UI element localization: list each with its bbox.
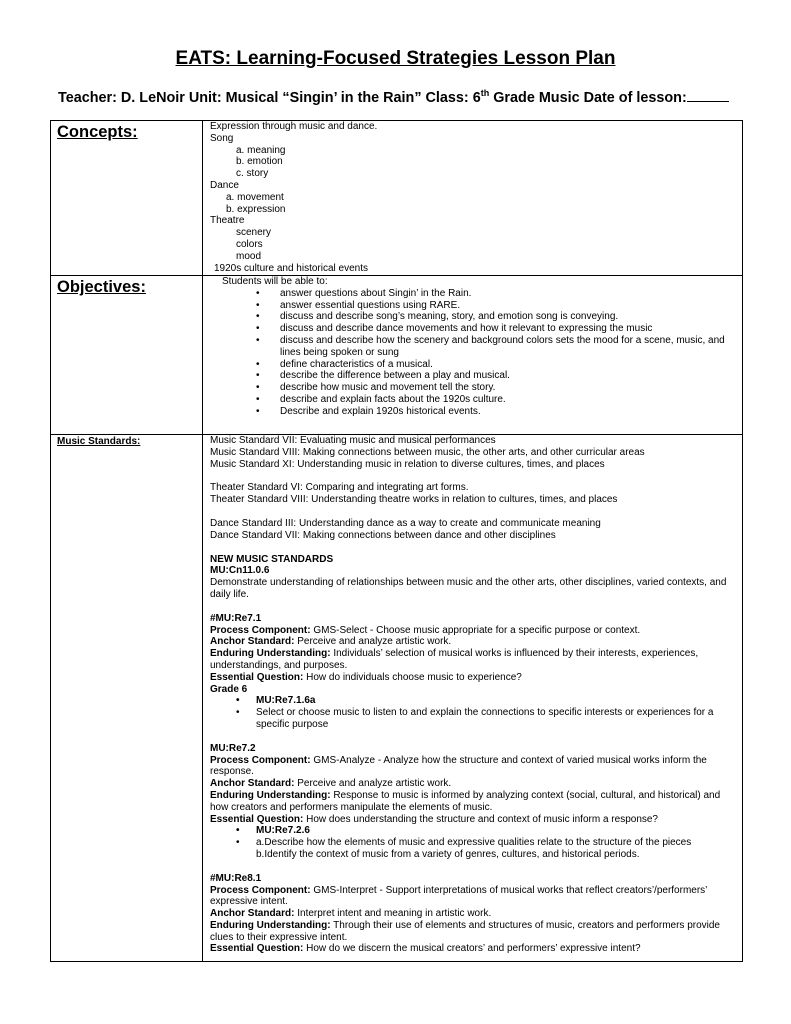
concept-line: 1920s culture and historical events bbox=[214, 262, 368, 274]
re71-anchor: Anchor Standard: Perceive and analyze artistic work. bbox=[210, 636, 452, 648]
objective-item: • discuss and describe how the scenery and background colors sets the mood for a scene, music, and lines being spoken or sung bbox=[280, 335, 736, 359]
re71-code: #MU:Re7.1 bbox=[210, 612, 262, 624]
re81-code: #MU:Re8.1 bbox=[210, 872, 262, 884]
objective-item: • answer essential questions using RARE. bbox=[280, 300, 736, 312]
concepts-content bbox=[203, 121, 743, 276]
dance-standard: Dance Standard III: Understanding dance as a way to create and communicate meaning bbox=[210, 517, 601, 529]
re72-sub-a: • a.Describe how the elements of music and expressive qualities relate to the structure of the pieces bbox=[256, 837, 736, 849]
new-standards-heading: NEW MUSIC STANDARDS bbox=[210, 553, 334, 565]
concept-line: b. expression bbox=[226, 203, 286, 215]
concept-line: Dance bbox=[210, 179, 239, 191]
standards-content bbox=[203, 435, 743, 962]
objectives-label: Objectives: bbox=[57, 278, 146, 296]
concept-line: scenery bbox=[236, 227, 272, 239]
dance-standard: Dance Standard VII: Making connections between dance and other disciplines bbox=[210, 529, 556, 541]
re72-enduring: Enduring Understanding: Response to music is informed by analyzing context (social, cultural, and historical) and how creators and performers manipulate the elements of music. bbox=[210, 789, 721, 813]
objectives-label-cell bbox=[51, 276, 203, 435]
objectives-list bbox=[210, 288, 736, 418]
re71-process: Process Component: GMS-Select - Choose music appropriate for a specific purpose or context. bbox=[210, 624, 641, 636]
re71-essential: Essential Question: How do individuals choose music to experience? bbox=[210, 671, 522, 683]
standards-row bbox=[51, 435, 743, 962]
concept-line: a. meaning bbox=[236, 144, 286, 156]
concepts-row bbox=[51, 121, 743, 276]
re71-sub-code: • MU:Re7.1.6a bbox=[256, 695, 736, 707]
date-blank bbox=[687, 89, 729, 102]
concept-line: mood bbox=[236, 250, 262, 262]
objectives-row bbox=[51, 276, 743, 435]
concept-line: Expression through music and dance. bbox=[210, 121, 378, 132]
re72-sublist bbox=[210, 825, 736, 849]
document-title: EATS: Learning-Focused Strategies Lesson Plan bbox=[175, 48, 616, 69]
header-text: Teacher: D. LeNoir Unit: Musical “Singin’ in the Rain” Class: 6 bbox=[58, 89, 481, 106]
objective-item: • discuss and describe song’s meaning, story, and emotion song is conveying. bbox=[280, 311, 736, 323]
re81-enduring: Enduring Understanding: Through their use of elements and structures of music, creators and performers provide clues to their expressive intent. bbox=[210, 919, 720, 943]
re81-essential: Essential Question: How do we discern the musical creators’ and performers’ expressive intent? bbox=[210, 943, 641, 955]
concepts-label: Concepts: bbox=[57, 123, 138, 141]
grade-label: Grade 6 bbox=[210, 683, 248, 695]
concept-line: a. movement bbox=[226, 191, 284, 203]
lesson-table bbox=[50, 120, 743, 962]
music-standard: Music Standard VII: Evaluating music and musical performances bbox=[210, 435, 496, 446]
re81-process: Process Component: GMS-Interpret - Support interpretations of musical works that reflect creators’/performers’ expressive intent. bbox=[210, 884, 708, 908]
re81-anchor: Anchor Standard: Interpret intent and meaning in artistic work. bbox=[210, 908, 492, 920]
objective-item: • Describe and explain 1920s historical events. bbox=[280, 406, 736, 418]
concept-line: c. story bbox=[236, 168, 269, 180]
concept-line: colors bbox=[236, 238, 263, 250]
music-standard: Music Standard VIII: Making connections between music, the other arts, and other curricular areas bbox=[210, 446, 645, 458]
objective-item: • define characteristics of a musical. bbox=[280, 359, 736, 371]
re72-process: Process Component: GMS-Analyze - Analyze how the structure and context of varied musical works inform the response. bbox=[210, 754, 707, 778]
music-standard: Music Standard XI: Understanding music in relation to diverse cultures, times, and places bbox=[210, 458, 605, 470]
concept-line: b. emotion bbox=[236, 156, 283, 168]
objective-item: • describe and explain facts about the 1920s culture. bbox=[280, 394, 736, 406]
standards-label: Music Standards: bbox=[57, 436, 141, 447]
lesson-header bbox=[58, 88, 729, 106]
header-superscript: th bbox=[480, 88, 490, 98]
objectives-content bbox=[203, 276, 743, 435]
re71-sub-text: • Select or choose music to listen to and explain the connections to specific interests or experiences for a specific purpose bbox=[256, 707, 736, 731]
concept-line: Theatre bbox=[210, 215, 245, 227]
re71-enduring: Enduring Understanding: Individuals’ selection of musical works is influenced by their interests, experiences, understandings, and purposes. bbox=[210, 648, 699, 671]
re72-code: MU:Re7.2 bbox=[210, 742, 256, 754]
re72-essential: Essential Question: How does understanding the structure and context of music inform a response? bbox=[210, 813, 658, 825]
objectives-intro: Students will be able to: bbox=[222, 276, 328, 287]
theater-standard: Theater Standard VI: Comparing and integrating art forms. bbox=[210, 482, 469, 494]
cn-code: MU:Cn11.0.6 bbox=[210, 565, 270, 577]
re71-sublist bbox=[210, 695, 736, 730]
objective-item: • answer questions about Singin’ in the Rain. bbox=[280, 288, 736, 300]
objective-item: • describe how music and movement tell the story. bbox=[280, 382, 736, 394]
theater-standard: Theater Standard VIII: Understanding theatre works in relation to cultures, times, and places bbox=[210, 494, 618, 506]
standards-label-cell bbox=[51, 435, 203, 962]
re72-sub-b: b.Identify the context of music from a variety of genres, cultures, and historical periods. bbox=[256, 848, 640, 860]
concepts-label-cell bbox=[51, 121, 203, 276]
objective-item: • describe the difference between a play and musical. bbox=[280, 370, 736, 382]
re72-sub-code: • MU:Re7.2.6 bbox=[256, 825, 736, 837]
objective-item: • discuss and describe dance movements and how it relevant to expressing the music bbox=[280, 323, 736, 335]
concept-line: Song bbox=[210, 132, 234, 144]
header-text-2: Grade Music Date of lesson: bbox=[489, 89, 687, 106]
cn-text: Demonstrate understanding of relationships between music and the other arts, other disciplines, varied contexts, and daily life. bbox=[210, 577, 727, 600]
re72-anchor: Anchor Standard: Perceive and analyze artistic work. bbox=[210, 778, 452, 790]
